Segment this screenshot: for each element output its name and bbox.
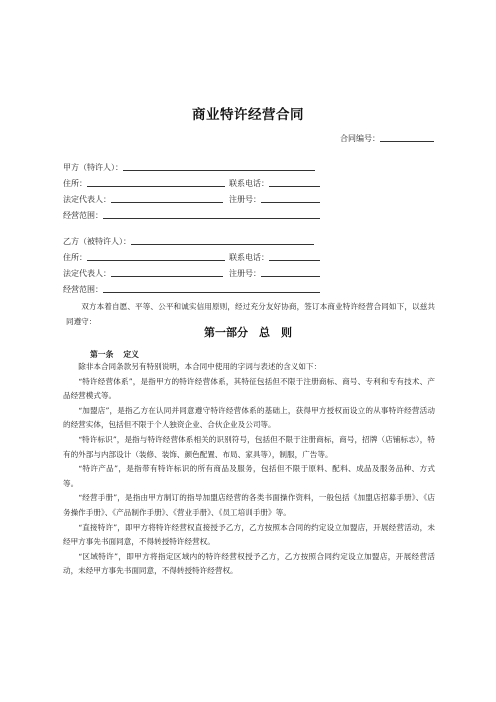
article-one-heading <box>90 349 139 360</box>
definition-paragraph: “特许标识”，是指与特许经营体系相关的识别符号，包括但不限于注册商标，商号，招牌（店铺标志），特有的外部与内部设计（装修、装饰、颜色配置、布局、家具等），制服，广告等。 <box>63 434 435 459</box>
definition-paragraph: “区域特许”，即甲方将指定区域内的特许经营权授予乙方，乙方按照合同约定设立加盟店，开展经营活动，未经甲方事先书面同意，不得转授特许经营权。 <box>63 551 435 576</box>
party-a-rep-row <box>63 193 223 204</box>
party-b-phone-row <box>229 251 320 262</box>
party-a-scope-row <box>63 209 320 220</box>
party-b-phone-blank[interactable] <box>269 251 320 261</box>
article-number: 第一条 <box>90 350 114 359</box>
party-b-reg-label: 注册号： <box>229 269 261 278</box>
intro-paragraph: 双方本着自愿、平等、公平和诚实信用原则，经过充分友好协商，签订本商业特许经营合同如下，以兹共同遵守： <box>66 302 435 326</box>
party-a-rep-blank[interactable] <box>111 193 223 203</box>
party-b-reg-blank[interactable] <box>261 267 320 277</box>
contract-number-label: 合同编号： <box>340 134 380 143</box>
part-one-title: 第一部分 总 则 <box>204 326 292 339</box>
party-b-reg-row <box>229 267 320 278</box>
party-b-address-label: 住所： <box>63 253 87 262</box>
contract-number <box>340 132 434 144</box>
party-b-name-blank[interactable] <box>131 235 314 245</box>
party-a-scope-label: 经营范围： <box>63 211 103 220</box>
definition-paragraph: 除非本合同条款另有特别说明，本合同中使用的字词与表述的含义如下： <box>78 362 322 371</box>
party-b-phone-label: 联系电话： <box>229 253 269 262</box>
party-b-scope-label: 经营范围： <box>63 285 103 294</box>
party-a-name-blank[interactable] <box>123 161 315 171</box>
party-b-scope-blank[interactable] <box>103 283 320 293</box>
party-a-phone-row <box>229 177 320 188</box>
party-b-heading-row <box>63 235 314 246</box>
definition-paragraph: “经营手册”，是指由甲方制订的指导加盟店经营的各类书面操作资料，一般包括《加盟店招募手册》、《店务操作手册》、《产品制作手册》、《营业手册》、《员工培训手册》等。 <box>63 493 435 517</box>
party-a-heading-row <box>63 161 315 172</box>
article-title: 定义 <box>123 350 139 359</box>
party-a-phone-blank[interactable] <box>269 177 320 187</box>
party-a-address-label: 住所： <box>63 179 87 188</box>
definition-paragraph: “加盟店”，是指乙方在认同并同意遵守特许经营体系的基础上，获得甲方授权而设立的从事特许经营活动的经营实体，包括但不限于个人独资企业、合伙企业及公司等。 <box>63 405 435 430</box>
definition-paragraph: “特许产品”，是指带有特许标识的所有商品及服务，包括但不限于原料、配料、成品及服务品种、方式等。 <box>63 464 435 488</box>
party-b-rep-blank[interactable] <box>111 267 223 277</box>
party-b-rep-label: 法定代表人： <box>63 269 111 278</box>
party-a-reg-label: 注册号： <box>229 195 261 204</box>
party-a-phone-label: 联系电话： <box>229 179 269 188</box>
party-a-scope-blank[interactable] <box>103 209 320 219</box>
document-title: 商业特许经营合同 <box>192 107 304 123</box>
party-a-address-row <box>63 177 225 188</box>
definitions-body <box>63 360 435 579</box>
definition-paragraph: “直接特许”，即甲方将特许经营权直接授予乙方，乙方按照本合同的约定设立加盟店，开展经营活动，未经甲方事先书面同意，不得转授特许经营权。 <box>63 522 435 547</box>
party-a-reg-blank[interactable] <box>261 193 320 203</box>
party-b-scope-row <box>63 283 320 294</box>
party-b-address-row <box>63 251 225 262</box>
party-b-rep-row <box>63 267 223 278</box>
party-a-address-blank[interactable] <box>87 177 225 187</box>
party-b-address-blank[interactable] <box>87 251 225 261</box>
party-a-reg-row <box>229 193 320 204</box>
definition-paragraph: “特许经营体系”，是指甲方的特许经营体系，其特征包括但不限于注册商标、商号、专利和专有技术、产品经营模式等。 <box>63 376 435 401</box>
party-b-heading: 乙方（被特许人）： <box>63 237 131 246</box>
party-a-heading: 甲方（特许人）： <box>63 163 123 172</box>
contract-number-blank[interactable] <box>380 132 434 142</box>
party-a-rep-label: 法定代表人： <box>63 195 111 204</box>
